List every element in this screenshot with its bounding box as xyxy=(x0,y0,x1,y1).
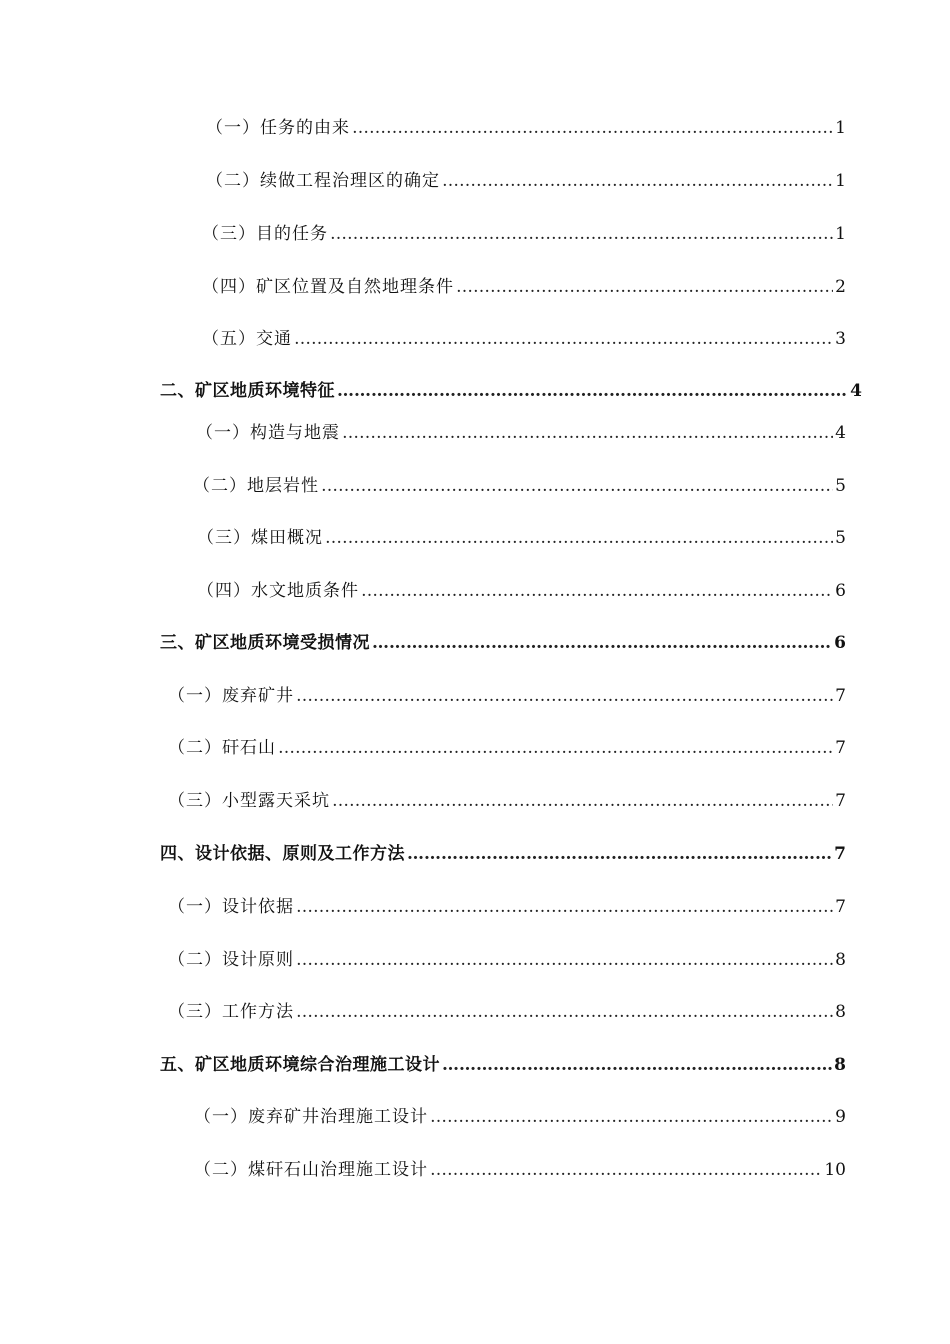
dot-leader xyxy=(296,894,833,920)
toc-entry-page: 3 xyxy=(835,329,846,349)
toc-entry-title: （一）废弃矿井治理施工设计 xyxy=(194,1107,428,1127)
toc-entry-title: （二）矸石山 xyxy=(168,738,276,758)
toc-entry[interactable] xyxy=(197,525,846,551)
dot-leader xyxy=(325,525,833,551)
toc-entry-title: （二）地层岩性 xyxy=(193,476,319,496)
dot-leader xyxy=(296,947,833,973)
toc-entry[interactable] xyxy=(202,274,846,300)
toc-entry-page: 7 xyxy=(835,791,846,811)
dot-leader xyxy=(278,735,833,761)
toc-entry-page: 2 xyxy=(835,277,846,297)
toc-entry-page: 4 xyxy=(835,423,846,443)
toc-entry-page: 7 xyxy=(835,897,846,917)
toc-entry-chapter[interactable] xyxy=(160,1052,846,1078)
dot-leader xyxy=(330,221,833,247)
toc-entry-page: 8 xyxy=(835,950,846,970)
toc-entry-page: 8 xyxy=(835,1002,846,1022)
toc-entry-title: （四）矿区位置及自然地理条件 xyxy=(202,277,454,297)
toc-entry[interactable] xyxy=(194,1157,846,1183)
dot-leader xyxy=(456,274,833,300)
toc-entry-chapter[interactable] xyxy=(160,630,846,656)
dot-leader xyxy=(442,1052,832,1078)
dot-leader xyxy=(352,115,833,141)
toc-entry[interactable] xyxy=(168,683,846,709)
dot-leader xyxy=(337,378,848,404)
toc-entry-title: （三）煤田概况 xyxy=(197,528,323,548)
toc-entry[interactable] xyxy=(206,115,846,141)
toc-entry-page: 5 xyxy=(835,476,846,496)
dot-leader xyxy=(296,999,833,1025)
toc-entry[interactable] xyxy=(168,999,846,1025)
toc-entry-page: 10 xyxy=(824,1160,846,1180)
toc-entry[interactable] xyxy=(196,420,846,446)
toc-entry-page: 7 xyxy=(834,844,846,864)
toc-entry-chapter[interactable] xyxy=(160,841,846,867)
toc-entry-title: 五、矿区地质环境综合治理施工设计 xyxy=(160,1055,440,1075)
toc-entry-page: 1 xyxy=(835,224,846,244)
toc-entry-page: 8 xyxy=(834,1055,846,1075)
toc-entry-title: （一）设计依据 xyxy=(168,897,294,917)
toc-entry[interactable] xyxy=(168,894,846,920)
toc-entry-title: 四、设计依据、原则及工作方法 xyxy=(160,844,405,864)
toc-entry-page: 1 xyxy=(835,118,846,138)
dot-leader xyxy=(372,630,832,656)
toc-entry-title: （二）煤矸石山治理施工设计 xyxy=(194,1160,428,1180)
dot-leader xyxy=(430,1104,833,1130)
toc-entry[interactable] xyxy=(168,788,846,814)
dot-leader xyxy=(430,1157,822,1183)
dot-leader xyxy=(361,578,833,604)
toc-entry-page: 4 xyxy=(850,381,862,401)
toc-entry[interactable] xyxy=(206,168,846,194)
toc-entry-title: （一）废弃矿井 xyxy=(168,686,294,706)
toc-entry-title: （三）小型露天采坑 xyxy=(168,791,330,811)
toc-entry-page: 6 xyxy=(834,633,846,653)
dot-leader xyxy=(321,473,833,499)
toc-entry-page: 9 xyxy=(835,1107,846,1127)
toc-entry-page: 1 xyxy=(835,171,846,191)
toc-entry[interactable] xyxy=(197,578,846,604)
toc-entry[interactable] xyxy=(202,221,846,247)
toc-entry-page: 7 xyxy=(835,738,846,758)
dot-leader xyxy=(332,788,833,814)
toc-entry-title: （三）工作方法 xyxy=(168,1002,294,1022)
toc-entry-title: （一）任务的由来 xyxy=(206,118,350,138)
toc-entry-title: （四）水文地质条件 xyxy=(197,581,359,601)
dot-leader xyxy=(442,168,833,194)
toc-entry-title: （二）设计原则 xyxy=(168,950,294,970)
toc-entry-chapter[interactable] xyxy=(160,378,862,404)
toc-entry[interactable] xyxy=(168,947,846,973)
toc-entry-title: 二、矿区地质环境特征 xyxy=(160,381,335,401)
toc-entry-page: 6 xyxy=(835,581,846,601)
dot-leader xyxy=(342,420,833,446)
toc-entry-page: 5 xyxy=(835,528,846,548)
toc-entry-title: （五）交通 xyxy=(202,329,292,349)
toc-entry[interactable] xyxy=(202,326,846,352)
toc-entry-title: 三、矿区地质环境受损情况 xyxy=(160,633,370,653)
toc-entry-page: 7 xyxy=(835,686,846,706)
toc-entry-title: （一）构造与地震 xyxy=(196,423,340,443)
toc-entry-title: （三）目的任务 xyxy=(202,224,328,244)
toc-entry[interactable] xyxy=(194,1104,846,1130)
toc-entry[interactable] xyxy=(193,473,846,499)
dot-leader xyxy=(407,841,832,867)
toc-entry-title: （二）续做工程治理区的确定 xyxy=(206,171,440,191)
dot-leader xyxy=(296,683,833,709)
dot-leader xyxy=(294,326,833,352)
toc-entry[interactable] xyxy=(168,735,846,761)
